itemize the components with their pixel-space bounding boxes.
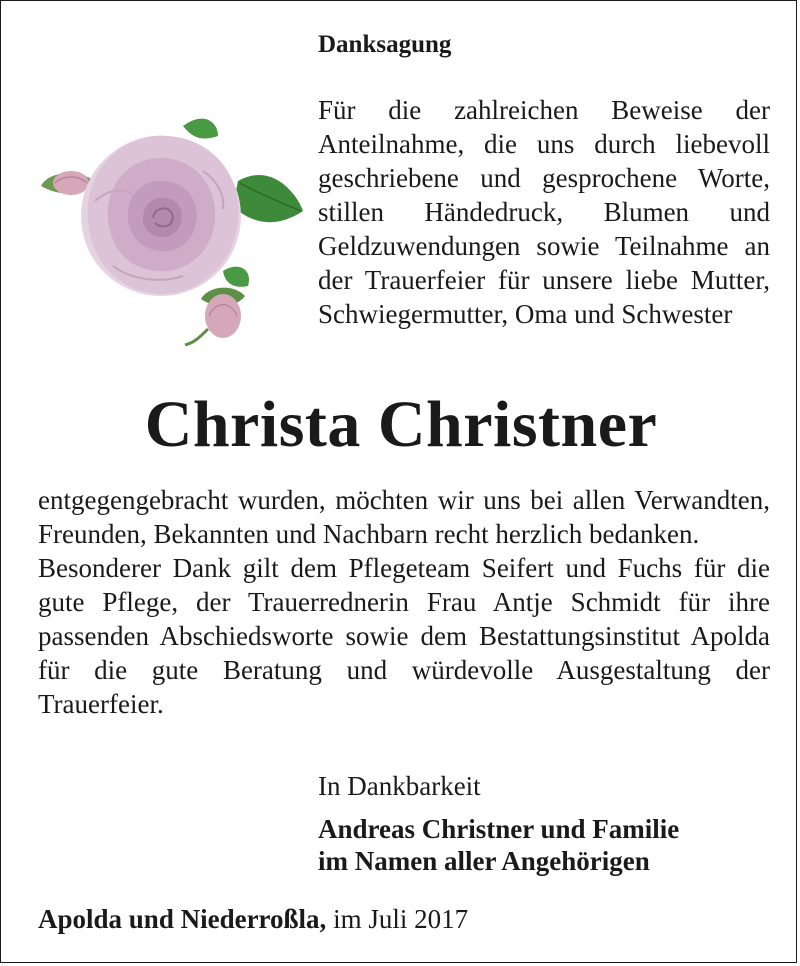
notice-body <box>38 483 770 721</box>
place: Apolda und Niederroßla, <box>38 904 327 934</box>
rose-icon <box>33 101 308 346</box>
signature-line: Andreas Christner und Familie <box>318 814 680 844</box>
deceased-name: Christa Christner <box>144 388 658 461</box>
body-paragraph: entgegengebracht wurden, möchten wir uns bei allen Verwandten, Freunden, Bekannten und Nachbarn recht herzlich bedanken. <box>38 485 770 549</box>
closing-phrase: In Dankbarkeit <box>318 771 481 801</box>
place-date <box>38 904 468 935</box>
intro-text: Für die zahlreichen Beweise der Anteilnahme, die uns durch liebevoll geschriebene und gesprochene Worte, stillen Händedruck, Blumen und Geldzuwendungen sowie Teilnahme an der Trauerfeier für unsere liebe Mutter, Schwiegermutter, Oma und Schwester <box>318 95 770 329</box>
date: im Juli 2017 <box>333 904 469 934</box>
body-paragraph: Besonderer Dank gilt dem Pflegeteam Seifert und Fuchs für die gute Pflege, der Trauerrednerin Frau Antje Schmidt für ihre passenden Abschiedsworte sowie dem Bestattungsinstitut Apolda für die gute Beratung und würdevolle Ausgestaltung der Trauerfeier. <box>38 553 770 719</box>
notice-heading: Danksagung <box>318 31 452 58</box>
signature-line: im Namen aller Angehörigen <box>318 846 650 876</box>
signature <box>318 813 679 877</box>
